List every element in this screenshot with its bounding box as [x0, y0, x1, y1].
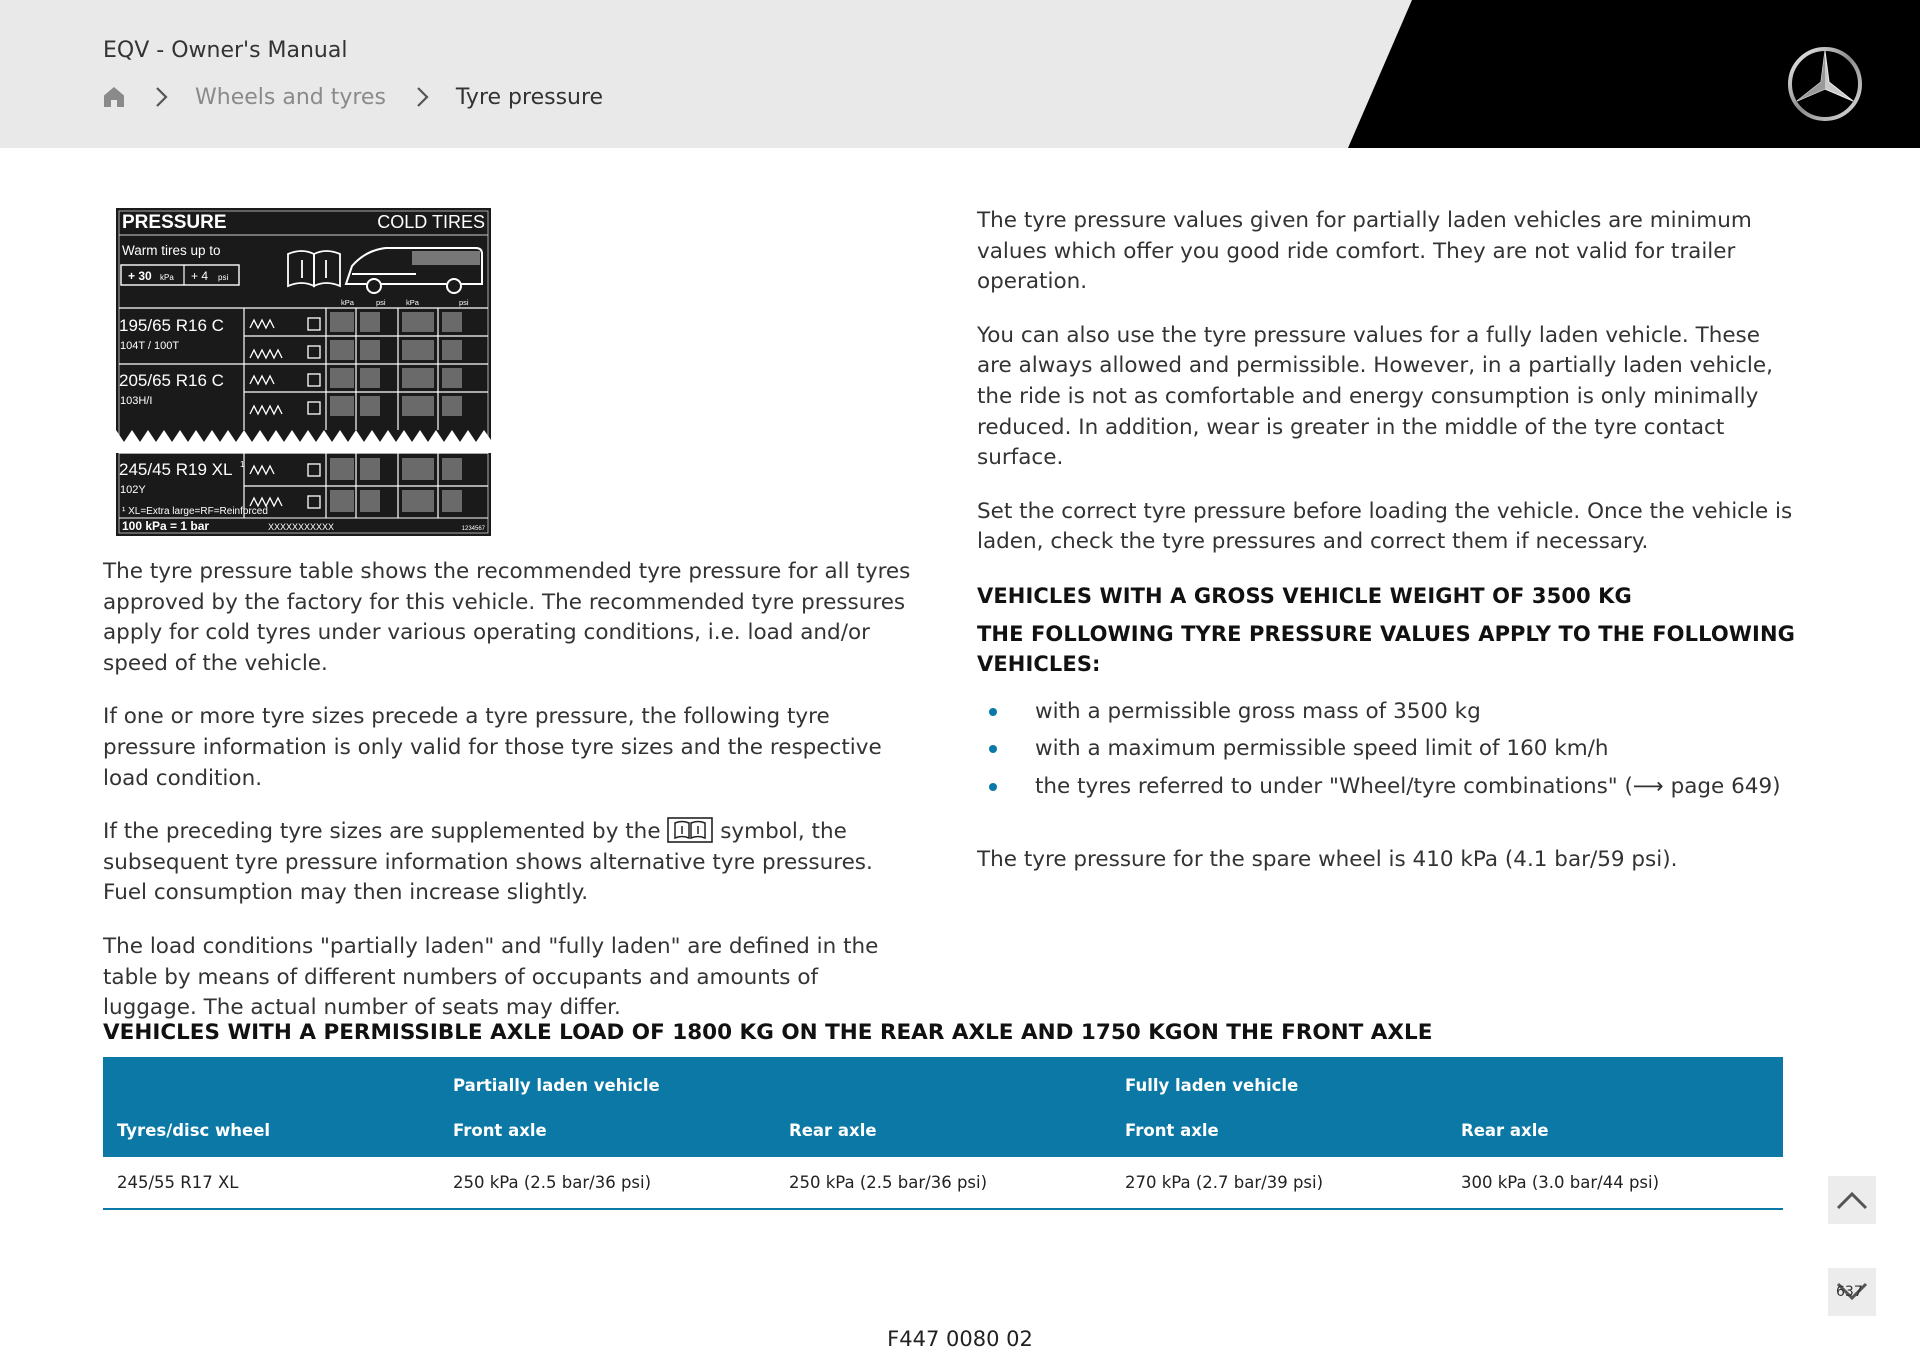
breadcrumb-wheels-and-tyres[interactable]: Wheels and tyres: [195, 84, 386, 110]
paragraph-spare-wheel: The tyre pressure for the spare wheel is 410 kPa (4.1 bar/59 psi).: [977, 847, 1678, 873]
page-header: [0, 0, 1920, 148]
paragraph-set-pressure: Set the correct tyre pressure before loading the vehicle. Once the vehicle is laden, check the tyre pressures and correct them if necessary.: [977, 498, 1793, 555]
paragraph-alternative-pressures: [103, 817, 913, 909]
label-conversion: 100 kPa = 1 bar: [122, 519, 210, 533]
paragraph-load-conditions: The load conditions "partially laden" and "fully laden" are defined in the table by means of different numbers of occupants and amounts of luggage. The actual number of seats may differ.: [103, 933, 879, 1021]
label-tyre-size-1: 195/65 R16 C: [119, 316, 224, 335]
table-header-empty: [103, 1057, 439, 1104]
list-item: with a permissible gross mass of 3500 kg: [977, 693, 1797, 731]
chevron-up-icon: [1836, 1190, 1868, 1210]
manual-title: EQV - Owner's Manual: [103, 38, 348, 63]
label-warm-kpa: + 30: [128, 269, 152, 283]
label-title: PRESSURE: [122, 212, 227, 233]
label-warm-kpa-unit: kPa: [160, 273, 174, 282]
label-code: XXXXXXXXXXX: [268, 522, 335, 532]
mercedes-star-logo: [1787, 46, 1863, 122]
label-tyre-index-1: 104T / 100T: [120, 340, 180, 352]
table-cell-rear-full: 300 kPa (3.0 bar/44 psi): [1447, 1157, 1783, 1209]
manual-book-symbol-icon: [667, 817, 713, 843]
paragraph-alt-after: symbol, the subsequent tyre pressure information shows alternative tyre pressures. Fuel consumption may then increase slightly.: [103, 819, 873, 906]
tyre-pressure-label-image: [116, 208, 491, 536]
paragraph-pressure-table: The tyre pressure table shows the recommended tyre pressure for all tyres approved by the factory for this vehicle. The recommended tyre pressures apply for cold tyres under various operating conditions, i.e. load and/or speed of the vehicle.: [103, 559, 911, 676]
label-number: 1234567: [461, 526, 485, 532]
label-subtitle: COLD TIRES: [377, 212, 485, 232]
label-unit-psi-2: psi: [459, 298, 469, 307]
label-warm-psi: + 4: [191, 269, 209, 283]
label-unit-kpa: kPa: [341, 298, 354, 307]
scroll-up-button[interactable]: [1828, 1176, 1876, 1224]
table-header-partially-laden: Partially laden vehicle: [439, 1057, 1111, 1104]
breadcrumb-tyre-pressure: Tyre pressure: [455, 84, 604, 110]
chevron-right-icon: [149, 85, 173, 109]
table-header-fully-laden: Fully laden vehicle: [1111, 1057, 1783, 1104]
label-unit-kpa-2: kPa: [406, 298, 419, 307]
label-tyre-index-2: 103H/I: [120, 395, 153, 407]
paragraph-tyre-sizes: If one or more tyre sizes precede a tyre pressure, the following tyre pressure information is only valid for those tyre sizes and the respective load condition.: [103, 704, 882, 791]
page-number: 637: [1836, 1284, 1863, 1300]
table-cell-front-full: 270 kPa (2.7 bar/39 psi): [1111, 1157, 1447, 1209]
table-header-rear-axle-full: Rear axle: [1447, 1104, 1783, 1157]
right-column: [977, 206, 1797, 899]
vehicle-conditions-list: [977, 693, 1797, 806]
home-icon[interactable]: [103, 86, 125, 108]
label-warm-text: Warm tires up to: [122, 243, 221, 258]
label-unit-psi: psi: [376, 298, 386, 307]
table-header-tyres: Tyres/disc wheel: [103, 1104, 439, 1157]
table-header-front-axle-full: Front axle: [1111, 1104, 1447, 1157]
left-column: [103, 557, 913, 1047]
heading-gross-weight: VEHICLES WITH A GROSS VEHICLE WEIGHT OF 3500 KG: [977, 583, 1632, 608]
paragraph-fully-laden: You can also use the tyre pressure values for a fully laden vehicle. These are always allowed and permissible. However, in a partially laden vehicle, the ride is not as comfortable and energy consumption is only minimally reduced. In addition, wear is greater in the middle of the tyre contact surface.: [977, 322, 1773, 471]
figure-code: F447 0080 02: [887, 1327, 1033, 1351]
table-cell-front-partial: 250 kPa (2.5 bar/36 psi): [439, 1157, 775, 1209]
heading-following-values: THE FOLLOWING TYRE PRESSURE VALUES APPLY TO THE FOLLOWING VEHICLES:: [977, 621, 1795, 676]
label-tyre-sup-3: 1: [240, 460, 245, 469]
tyre-pressure-table: [103, 1057, 1783, 1210]
table-header-rear-axle-partial: Rear axle: [775, 1104, 1111, 1157]
list-item-page-reference[interactable]: the tyres referred to under "Wheel/tyre combinations" (⟶ page 649): [977, 768, 1797, 806]
label-tyre-index-3: 102Y: [120, 484, 146, 496]
paragraph-alt-before: If the preceding tyre sizes are supplemented by the: [103, 819, 661, 845]
table-cell-rear-partial: 250 kPa (2.5 bar/36 psi): [775, 1157, 1111, 1209]
list-item: with a maximum permissible speed limit of 160 km/h: [977, 730, 1797, 768]
table-header-front-axle-partial: Front axle: [439, 1104, 775, 1157]
table-row: [103, 1157, 1783, 1209]
chevron-right-icon: [410, 85, 434, 109]
table-cell-tyre: 245/55 R17 XL: [103, 1157, 439, 1209]
label-tyre-size-2: 205/65 R16 C: [119, 371, 224, 390]
paragraph-partially-laden: The tyre pressure values given for partially laden vehicles are minimum values which offer you good ride comfort. They are not valid for trailer operation.: [977, 208, 1752, 295]
label-tyre-size-3: 245/45 R19 XL: [119, 460, 233, 479]
label-footnote: ¹ XL=Extra large=RF=Reinforced: [122, 506, 268, 517]
table-heading: VEHICLES WITH A PERMISSIBLE AXLE LOAD OF 1800 KG ON THE REAR AXLE AND 1750 KGON THE FRONT AXLE: [103, 1020, 1433, 1045]
label-warm-psi-unit: psi: [218, 273, 229, 282]
breadcrumb: [103, 82, 603, 112]
